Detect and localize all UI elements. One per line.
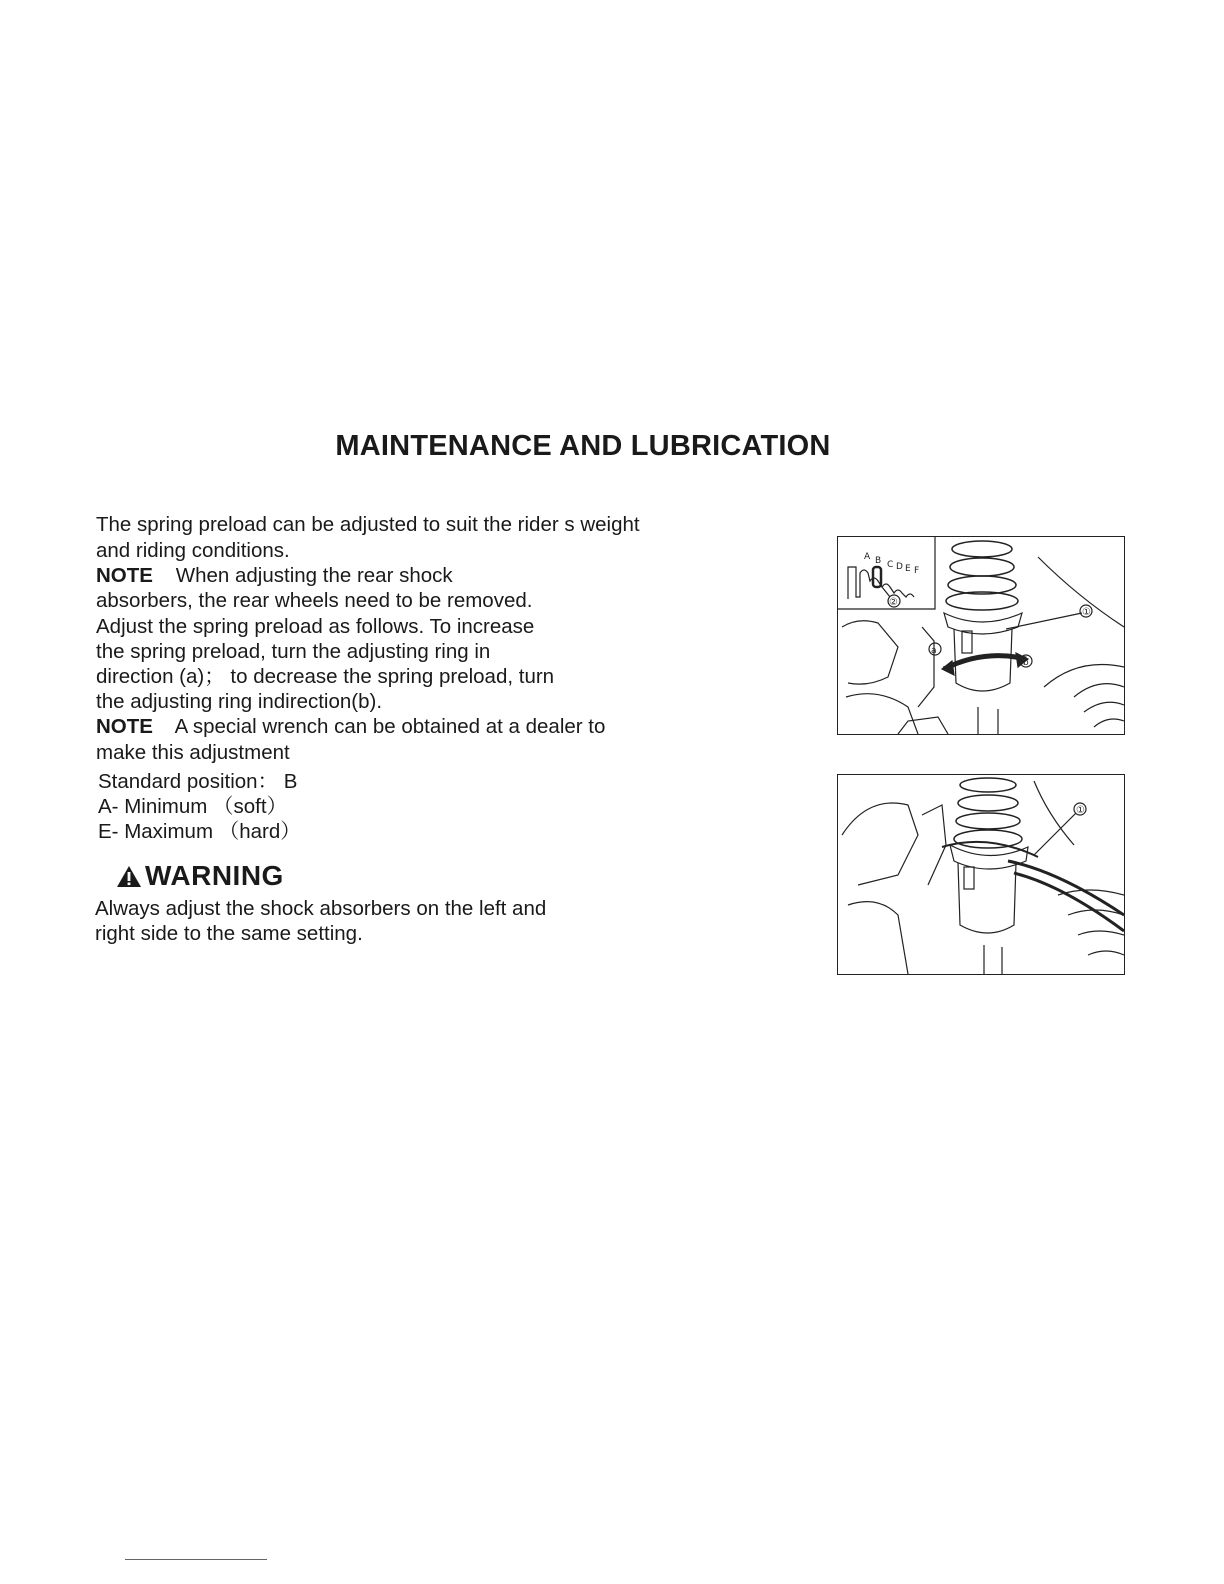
adjust-line-3: direction (a)； to decrease the spring preload, turn: [96, 665, 555, 688]
adjust-line-4: the adjusting ring indirection(b).: [96, 690, 383, 713]
adjust-line-2: the spring preload, turn the adjusting ring in: [96, 640, 491, 663]
warning-heading: [116, 860, 284, 892]
maximum-setting: E- Maximum （hard）: [98, 820, 301, 843]
minimum-setting: A- Minimum （soft）: [98, 795, 288, 818]
callout-1: ①: [1082, 607, 1091, 618]
warning-triangle-icon: [116, 864, 142, 888]
position-label: E: [905, 564, 911, 574]
position-label: C: [887, 560, 894, 570]
callout-2: ②: [889, 597, 898, 608]
warning-label: WARNING: [145, 860, 284, 891]
note-1-cont: absorbers, the rear wheels need to be removed.: [96, 589, 533, 612]
note-text: A special wrench can be obtained at a dealer to: [174, 715, 606, 738]
note-label: NOTE: [96, 715, 153, 738]
warning-line-1: Always adjust the shock absorbers on the left and: [95, 897, 547, 920]
intro-line-2: and riding conditions.: [96, 539, 290, 562]
direction-b-label: b: [1023, 658, 1029, 668]
page-title: MAINTENANCE AND LUBRICATION: [335, 430, 831, 462]
position-label: F: [914, 566, 920, 576]
footer-rule: [125, 1559, 267, 1560]
figure-wrench: [837, 774, 1125, 975]
note-1: [96, 563, 453, 588]
callout-1: ①: [1076, 805, 1085, 816]
note-2: [96, 714, 605, 739]
note-text: When adjusting the rear shock: [175, 564, 453, 587]
figure-adjusting-ring: [837, 536, 1125, 735]
shock-absorber-illustration: [838, 537, 1124, 734]
note-2-cont: make this adjustment: [96, 741, 290, 764]
position-label: B: [875, 556, 882, 566]
wrench-illustration: [838, 775, 1124, 974]
intro-line-1: The spring preload can be adjusted to suit the rider s weight: [96, 513, 640, 536]
position-label: A: [864, 552, 871, 562]
standard-position: Standard position： B: [98, 770, 298, 793]
note-label: NOTE: [96, 564, 153, 587]
adjust-line-1: Adjust the spring preload as follows. To increase: [96, 615, 535, 638]
warning-line-2: right side to the same setting.: [95, 922, 363, 945]
direction-a-label: a: [931, 646, 937, 656]
position-label: D: [896, 562, 903, 572]
